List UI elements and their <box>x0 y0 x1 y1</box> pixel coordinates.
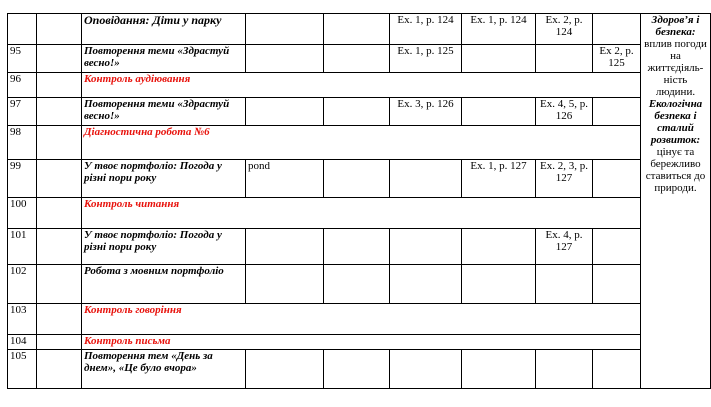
date-cell <box>37 229 82 265</box>
exercise-cell <box>390 265 462 304</box>
vocabulary-cell <box>246 45 324 73</box>
grammar-cell <box>324 265 390 304</box>
table-row <box>8 335 711 350</box>
exercise-cell <box>390 229 462 265</box>
theme-health-title: Здоров’я і безпека: <box>651 14 700 38</box>
grammar-cell <box>324 350 390 389</box>
theme-ecology-title: Екологічна безпека і сталий розвиток: <box>648 98 703 146</box>
exercise-cell <box>462 350 536 389</box>
control-label: Контроль письма <box>82 335 641 350</box>
exercise-cell <box>462 98 536 126</box>
vocabulary-cell <box>246 229 324 265</box>
table-row <box>8 350 711 389</box>
date-cell <box>37 304 82 335</box>
table-row <box>8 73 711 98</box>
control-label: Контроль аудіювання <box>82 73 641 98</box>
exercise-cell: Ex. 1, p. 124 <box>462 14 536 45</box>
exercise-cell: Ex. 3, p. 126 <box>390 98 462 126</box>
grammar-cell <box>324 45 390 73</box>
exercise-cell: Ex. 1, p. 127 <box>462 160 536 198</box>
lesson-number: 100 <box>8 198 37 229</box>
lesson-topic: Повторення теми «Здрастуй весно!» <box>82 45 246 73</box>
grammar-cell <box>324 98 390 126</box>
exercise-cell <box>390 350 462 389</box>
lesson-number: 105 <box>8 350 37 389</box>
date-cell <box>37 265 82 304</box>
lesson-number: 101 <box>8 229 37 265</box>
table-row <box>8 229 711 265</box>
theme-ecology-text: цінує та бережливо ставиться до природи. <box>645 146 706 194</box>
table-row <box>8 198 711 229</box>
exercise-cell: Ex. 1, p. 124 <box>390 14 462 45</box>
exercise-cell <box>536 265 593 304</box>
date-cell <box>37 350 82 389</box>
lesson-number: 96 <box>8 73 37 98</box>
lesson-topic: Оповідання: Діти у парку <box>82 14 246 45</box>
lesson-number: 97 <box>8 98 37 126</box>
date-cell <box>37 335 82 350</box>
lesson-number: 102 <box>8 265 37 304</box>
lesson-topic: Повторення теми «Здрастуй весно!» <box>82 98 246 126</box>
vocabulary-cell <box>246 14 324 45</box>
exercise-cell: Ex 2, p. 125 <box>593 45 641 73</box>
cross-cutting-themes <box>641 14 711 389</box>
table-row <box>8 14 711 45</box>
lesson-topic: У твоє портфоліо: Погода у різні пори року <box>82 160 246 198</box>
control-label: Контроль говоріння <box>82 304 641 335</box>
grammar-cell <box>324 229 390 265</box>
vocabulary-cell <box>246 265 324 304</box>
table-row <box>8 160 711 198</box>
grammar-cell <box>324 14 390 45</box>
date-cell <box>37 45 82 73</box>
lesson-topic: Робота з мовним портфоліо <box>82 265 246 304</box>
date-cell <box>37 14 82 45</box>
lesson-number: 104 <box>8 335 37 350</box>
exercise-cell <box>593 14 641 45</box>
table-row <box>8 265 711 304</box>
control-label: Контроль читання <box>82 198 641 229</box>
lesson-number: 95 <box>8 45 37 73</box>
control-label: Діагностична робота №6 <box>82 126 641 160</box>
vocabulary-cell <box>246 98 324 126</box>
exercise-cell <box>593 160 641 198</box>
grammar-cell <box>324 160 390 198</box>
theme-health-text: вплив погоди на життєдіяль-ність людини. <box>644 38 707 98</box>
table-row <box>8 126 711 160</box>
table-row <box>8 98 711 126</box>
exercise-cell: Ex. 4, p. 127 <box>536 229 593 265</box>
exercise-cell <box>593 265 641 304</box>
table-row <box>8 304 711 335</box>
table-row <box>8 45 711 73</box>
lesson-number: 99 <box>8 160 37 198</box>
lesson-number: 98 <box>8 126 37 160</box>
vocabulary-cell <box>246 350 324 389</box>
exercise-cell <box>390 160 462 198</box>
exercise-cell: Ex. 4, 5, p. 126 <box>536 98 593 126</box>
lesson-plan-table <box>7 13 711 389</box>
exercise-cell: Ex. 1, p. 125 <box>390 45 462 73</box>
date-cell <box>37 198 82 229</box>
date-cell <box>37 98 82 126</box>
exercise-cell: Ex. 2, 3, p. 127 <box>536 160 593 198</box>
exercise-cell <box>462 265 536 304</box>
exercise-cell <box>593 229 641 265</box>
date-cell <box>37 126 82 160</box>
lesson-number: 103 <box>8 304 37 335</box>
lesson-topic: У твоє портфоліо: Погода у різні пори року <box>82 229 246 265</box>
date-cell <box>37 73 82 98</box>
exercise-cell <box>462 229 536 265</box>
date-cell <box>37 160 82 198</box>
exercise-cell <box>593 350 641 389</box>
lesson-number <box>8 14 37 45</box>
exercise-cell <box>462 45 536 73</box>
exercise-cell <box>593 98 641 126</box>
exercise-cell: Ex. 2, p. 124 <box>536 14 593 45</box>
exercise-cell <box>536 350 593 389</box>
vocabulary-cell: pond <box>246 160 324 198</box>
exercise-cell <box>536 45 593 73</box>
lesson-topic: Повторення тем «День за днем», «Це було вчора» <box>82 350 246 389</box>
